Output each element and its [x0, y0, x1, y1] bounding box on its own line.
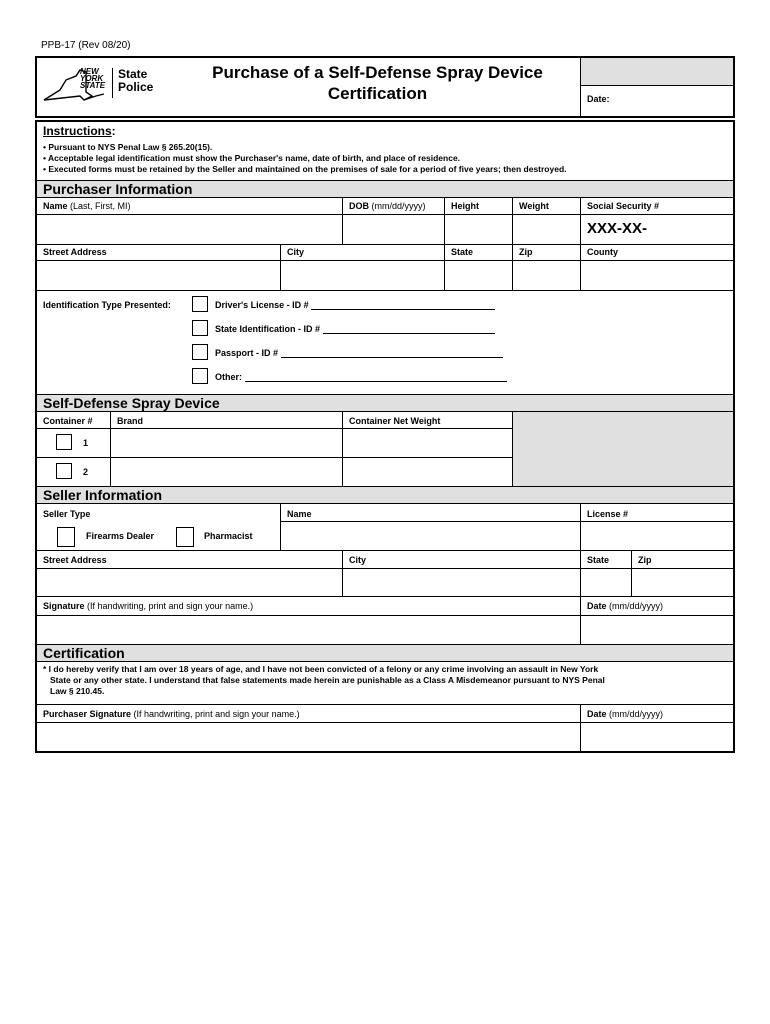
- purchaser-signature-label: Purchaser Signature (If handwriting, print and sign your name.): [43, 709, 300, 719]
- ssn-value[interactable]: XXX-XX-: [587, 220, 648, 237]
- drivers-license-option: Driver's License - ID #: [215, 300, 495, 310]
- weight-field[interactable]: [513, 215, 579, 243]
- seller-state-field[interactable]: [581, 569, 630, 595]
- passport-option: Passport - ID #: [215, 348, 503, 358]
- state-id-checkbox[interactable]: [192, 320, 208, 336]
- container-number-label: Container #: [43, 416, 93, 426]
- certification-line: Law § 210.45.: [50, 686, 105, 696]
- section-seller-title: Seller Information: [37, 486, 733, 504]
- seller-zip-field[interactable]: [632, 569, 732, 595]
- drivers-license-id-line[interactable]: [311, 300, 495, 310]
- firearms-dealer-checkbox[interactable]: [57, 527, 75, 547]
- container-1-checkbox[interactable]: [56, 434, 72, 450]
- zip-label: Zip: [519, 247, 533, 257]
- logo-state-line-2: YORK: [80, 74, 104, 83]
- instruction-item: • Pursuant to NYS Penal Law § 265.20(15).: [43, 142, 213, 152]
- logo-agency-line-1: State: [118, 67, 148, 81]
- state-id-line[interactable]: [323, 324, 495, 334]
- firearms-dealer-option: Firearms Dealer: [86, 531, 155, 541]
- date-shaded-area: [581, 58, 733, 86]
- state-field[interactable]: [445, 261, 511, 289]
- name-label: Name (Last, First, MI): [43, 201, 131, 211]
- header-date-label: Date:: [587, 94, 610, 104]
- title-line-2: Certification: [327, 84, 428, 103]
- purchaser-date-label: Date (mm/dd/yyyy): [587, 709, 664, 719]
- section-device-title: Self-Defense Spray Device: [37, 394, 733, 412]
- instructions-heading: Instructions:: [43, 124, 116, 138]
- seller-street-field[interactable]: [38, 569, 341, 595]
- seller-date-field[interactable]: [581, 616, 732, 643]
- dob-label: DOB (mm/dd/yyyy): [349, 201, 426, 211]
- street-address-field[interactable]: [38, 261, 279, 289]
- passport-id-line[interactable]: [281, 348, 503, 358]
- state-label: State: [451, 247, 474, 257]
- id-type-label: Identification Type Presented:: [43, 300, 171, 310]
- logo-agency-line-2: Police: [118, 80, 154, 94]
- container-2-weight-field[interactable]: [343, 458, 511, 485]
- city-field[interactable]: [281, 261, 443, 289]
- county-field[interactable]: [581, 261, 732, 289]
- ssn-label: Social Security #: [587, 201, 660, 211]
- instruction-item: • Acceptable legal identification must show the Purchaser's name, date of birth, and place of residence.: [43, 153, 461, 163]
- dob-field[interactable]: [343, 215, 443, 243]
- title-line-1: Purchase of a Self-Defense Spray Device: [212, 63, 543, 82]
- license-field[interactable]: [581, 522, 732, 549]
- passport-checkbox[interactable]: [192, 344, 208, 360]
- header-date-field[interactable]: [620, 88, 730, 112]
- certification-line: * I do hereby verify that I am over 18 years of age, and I have not been convicted of a felony or any crime involving an assault in New York: [43, 664, 599, 674]
- logo-state-line-3: STATE: [80, 81, 106, 90]
- pharmacist-checkbox[interactable]: [176, 527, 194, 547]
- seller-signature-field[interactable]: [38, 616, 579, 643]
- net-weight-label: Container Net Weight: [349, 416, 441, 426]
- form-number: PPB-17 (Rev 08/20): [41, 40, 131, 51]
- purchaser-date-field[interactable]: [581, 723, 732, 750]
- height-field[interactable]: [445, 215, 511, 243]
- brand-label: Brand: [117, 416, 144, 426]
- county-label: County: [587, 247, 618, 257]
- container-1-brand-field[interactable]: [111, 429, 341, 456]
- seller-zip-label: Zip: [638, 555, 652, 565]
- other-id-option: Other:: [215, 372, 507, 382]
- weight-label: Weight: [519, 201, 549, 211]
- nys-map-outline-icon: [40, 66, 118, 106]
- seller-type-label: Seller Type: [43, 509, 91, 519]
- container-2-brand-field[interactable]: [111, 458, 341, 485]
- seller-state-label: State: [587, 555, 610, 565]
- pharmacist-option: Pharmacist: [204, 531, 253, 541]
- other-id-line[interactable]: [245, 372, 507, 382]
- seller-street-label: Street Address: [43, 555, 107, 565]
- device-shaded-area: [512, 412, 733, 486]
- container-2-number: 2: [83, 467, 89, 477]
- height-label: Height: [451, 201, 479, 211]
- seller-city-field[interactable]: [343, 569, 579, 595]
- name-field[interactable]: [38, 215, 341, 243]
- seller-name-field[interactable]: [281, 522, 579, 549]
- container-1-weight-field[interactable]: [343, 429, 511, 456]
- seller-city-label: City: [349, 555, 367, 565]
- logo-state-line-1: NEW: [80, 67, 99, 76]
- section-certification-title: Certification: [37, 644, 733, 662]
- purchaser-signature-field[interactable]: [38, 723, 579, 750]
- city-label: City: [287, 247, 305, 257]
- other-id-checkbox[interactable]: [192, 368, 208, 384]
- zip-field[interactable]: [513, 261, 579, 289]
- state-id-option: State Identification - ID #: [215, 324, 495, 334]
- certification-line: State or any other state. I understand that false statements made herein are punishable as a Class A Misdemeanor pursuant to NYS Penal: [50, 675, 605, 685]
- drivers-license-checkbox[interactable]: [192, 296, 208, 312]
- form-title: [175, 62, 580, 104]
- nys-logo: [40, 62, 170, 112]
- section-purchaser-title: Purchaser Information: [37, 180, 733, 198]
- street-address-label: Street Address: [43, 247, 107, 257]
- instructions-list: [43, 142, 567, 175]
- container-1-number: 1: [83, 438, 89, 448]
- seller-signature-label: Signature (If handwriting, print and sign your name.): [43, 601, 254, 611]
- license-label: License #: [587, 509, 629, 519]
- seller-name-label: Name: [287, 509, 312, 519]
- container-2-checkbox[interactable]: [56, 463, 72, 479]
- certification-statement: [43, 664, 605, 697]
- seller-date-label: Date (mm/dd/yyyy): [587, 601, 664, 611]
- instruction-item: • Executed forms must be retained by the Seller and maintained on the premises of sale for a period of five years; then destroyed.: [43, 164, 567, 174]
